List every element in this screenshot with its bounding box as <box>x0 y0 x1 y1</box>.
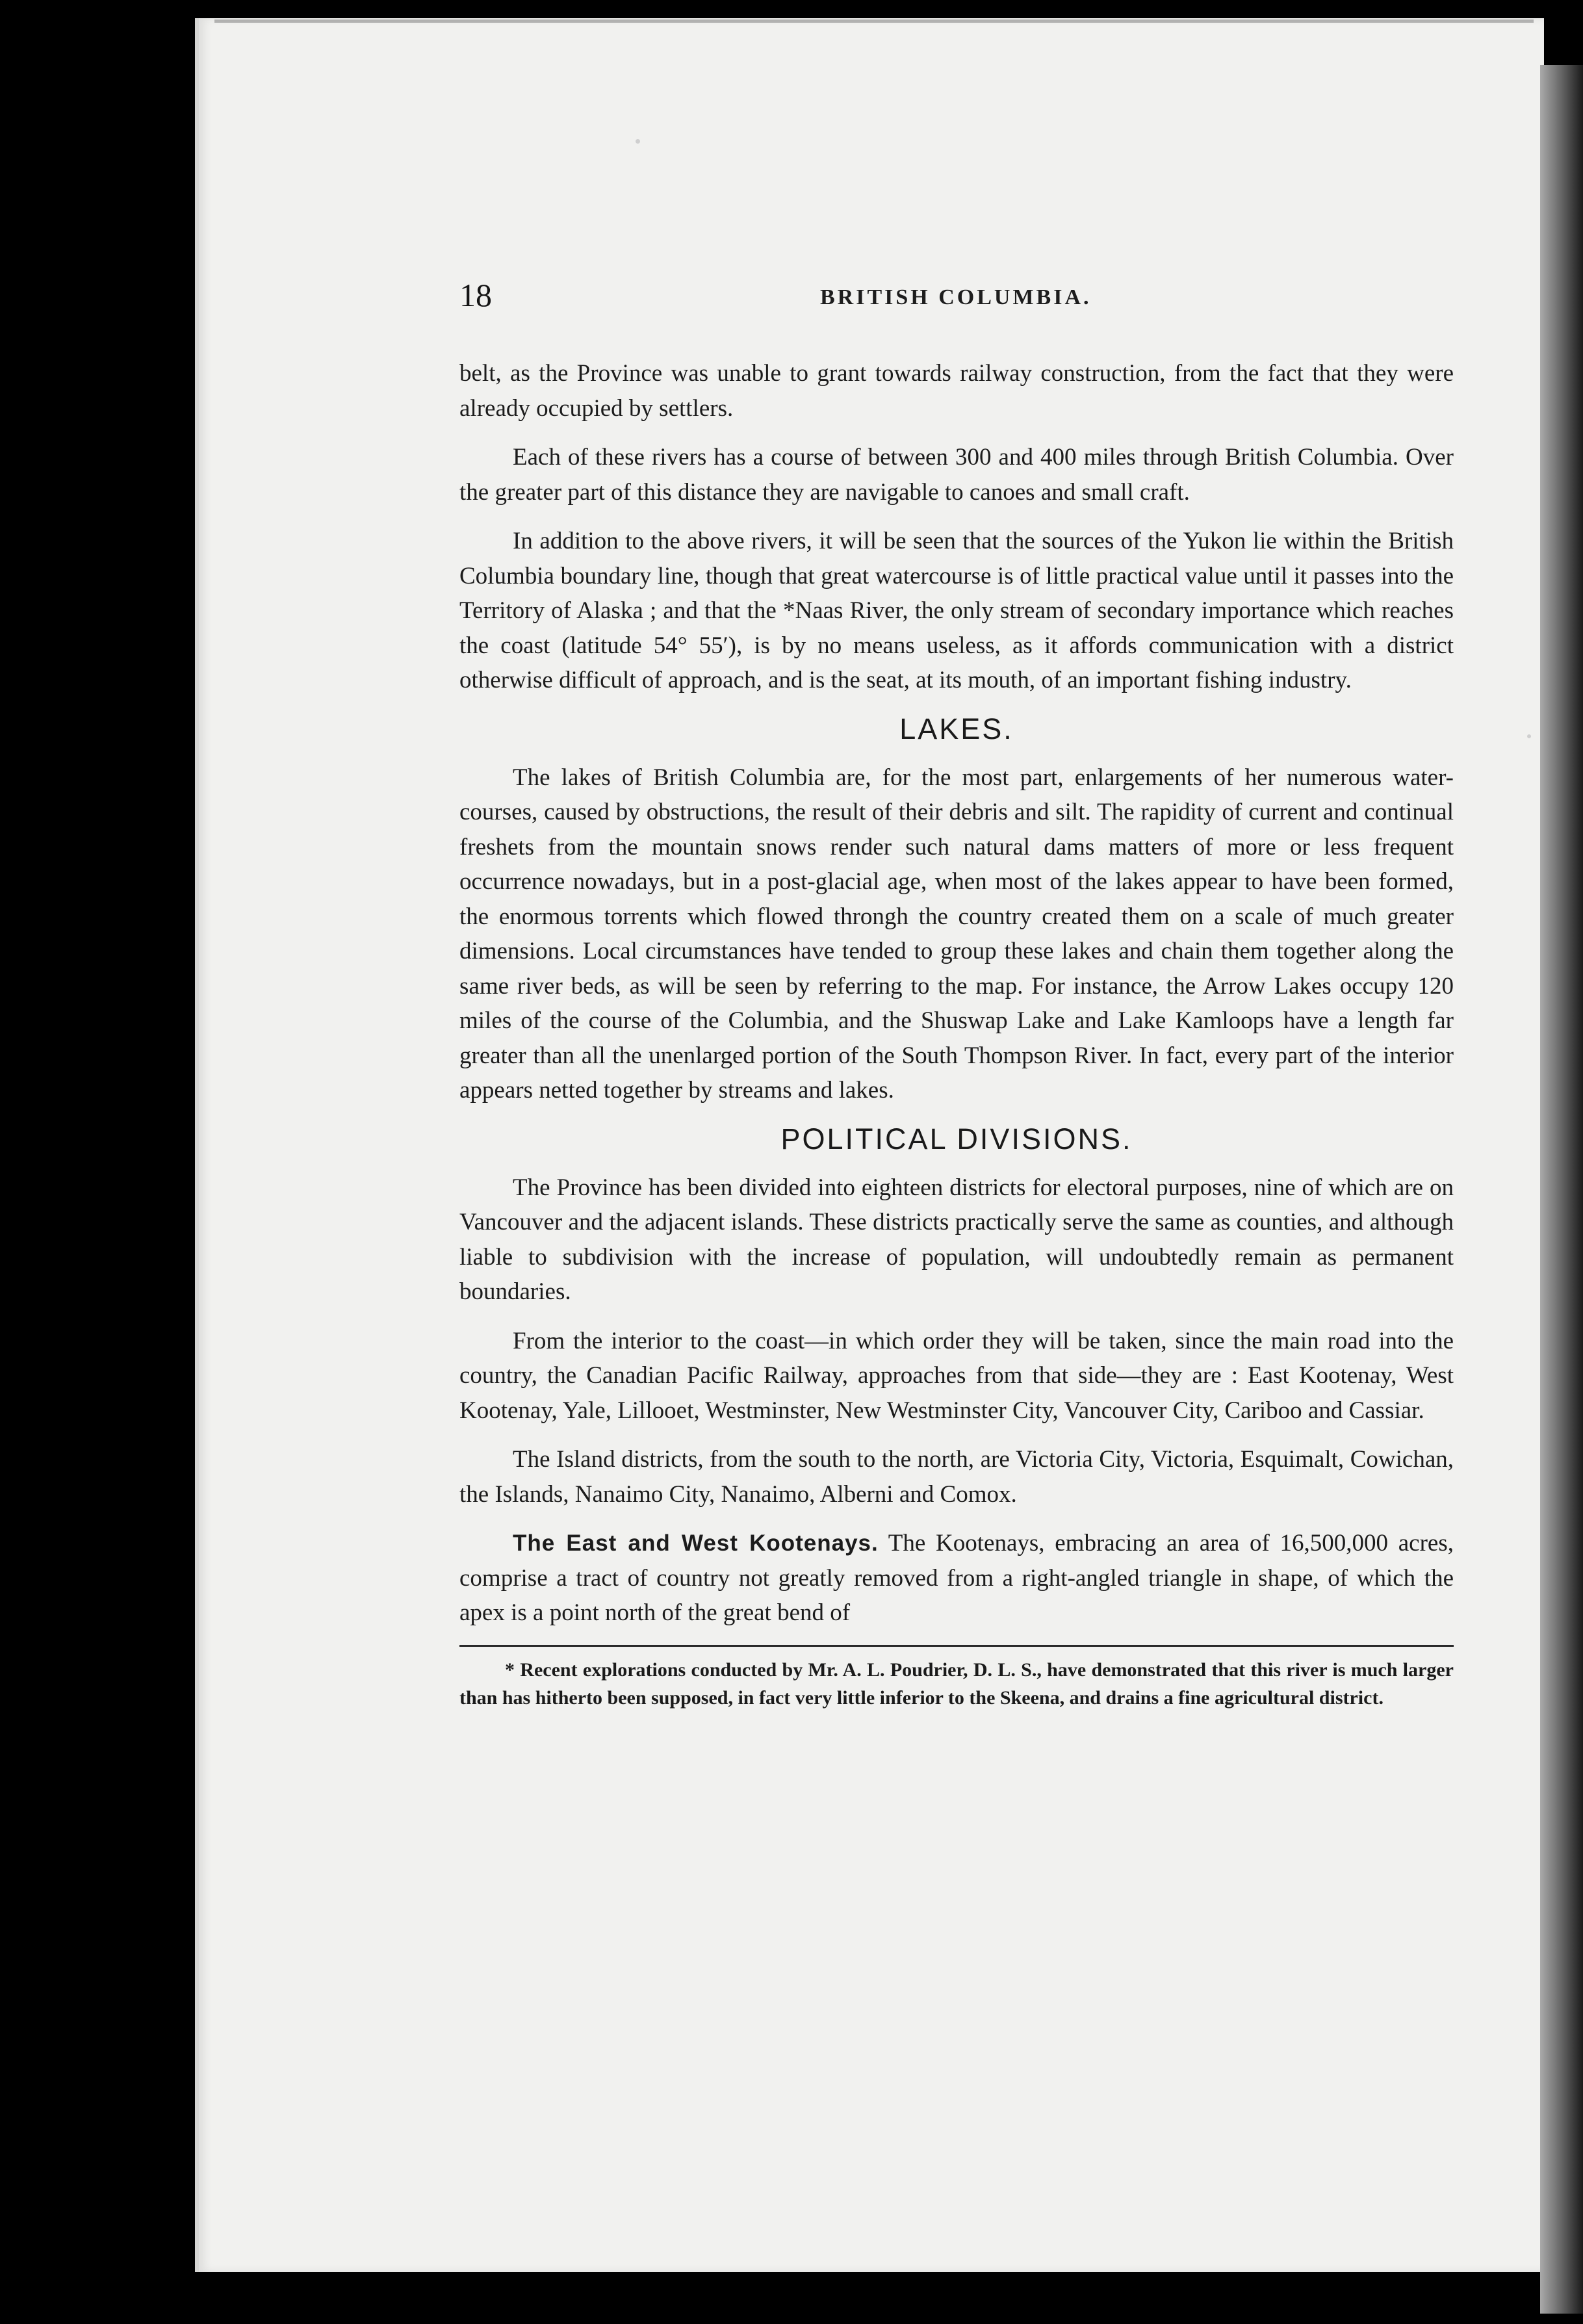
paragraph: In addition to the above rivers, it will be seen that the sources of the Yukon lie within the British Columbia boundary line, though that great watercourse is of little practical value until it passes into the Territory of Alaska ; and that the *Naas River, the only stream of secondary importance which reaches the coast (latitude 54° 55′), is by no means useless, as it affords communication with a district otherwise difficult of approach, and is the seat, at its mouth, of an important fishing industry. <box>459 528 1454 693</box>
paragraph: Each of these rivers has a course of between 300 and 400 miles through British Columbia. Over the greater part of this distance they are navigable to canoes and small craft. <box>459 444 1454 506</box>
page-header <box>459 276 1454 322</box>
page-top-edge <box>214 19 1534 23</box>
page-body <box>459 356 1454 1712</box>
page-number: 18 <box>459 277 492 313</box>
paragraph: From the interior to the coast—in which order they will be taken, since the main road into the country, the Canadian Pacific Railway, approaches from that side—they are : East Kootenay, West Kootenay, Yale, Lillooet, Westminster, New Westminster City, Vancouver City, Cariboo and Cassiar. <box>459 1327 1454 1424</box>
paragraph-kootenays <box>459 1526 1454 1631</box>
footnote-rule <box>459 1645 1454 1647</box>
section-heading-lakes: LAKES. <box>899 712 1014 745</box>
page-edge-shadow <box>1540 65 1583 2314</box>
footnote: * Recent explorations conducted by Mr. A. L. Poudrier, D. L. S., have demonstrated that this river is much larger than has hitherto been supposed, in fact very little inferior to the Skeena, and drains a fine agricultural district. <box>459 1659 1454 1709</box>
page-speck <box>636 139 640 144</box>
paragraph: belt, as the Province was unable to grant towards railway construction, from the fact that they were already occupied by settlers. <box>459 360 1454 422</box>
paragraph: The Province has been divided into eighteen districts for electoral purposes, nine of which are on Vancouver and the adjacent islands. These districts practically serve the same as counties, and although liable to subdivision with the increase of population, will undoubtedly remain as permanent boundaries. <box>459 1174 1454 1305</box>
paragraph: The lakes of British Columbia are, for the most part, enlargements of her numerous water-courses, caused by obstructions, the result of their debris and silt. The rapidity of current and continual freshets from the mountain snows render such natural dams matters of more or less frequent occurrence nowadays, but in a post-glacial age, when most of the lakes appear to have been formed, the enormous torrents which flowed throngh the country created them on a scale of much greater dimensions. Local circumstances have tended to group these lakes and chain them together along the same river beds, as will be seen by referring to the map. For instance, the Arrow Lakes occupy 120 miles of the course of the Columbia, and the Shuswap Lake and Lake Kamloops have a length far greater than all the unenlarged portion of the South Thompson River. In fact, every part of the interior appears netted together by streams and lakes. <box>459 764 1454 1104</box>
section-heading-political-divisions: POLITICAL DIVISIONS. <box>780 1122 1133 1156</box>
kootenays-text: The Kootenays, embracing an area of 16,500,000 acres, comprise a tract of country not greatly removed from a right-angled triangle in shape, of which the apex is a point north of the great bend of <box>459 1530 1454 1626</box>
page-speck <box>1527 734 1531 738</box>
paragraph: The Island districts, from the south to the north, are Victoria City, Victoria, Esquimalt, Cowichan, the Islands, Nanaimo City, Nanaimo, Alberni and Comox. <box>459 1446 1454 1508</box>
running-head: BRITISH COLUMBIA. <box>820 285 1092 309</box>
run-in-heading-kootenays: The East and West Kootenays. <box>513 1530 879 1556</box>
